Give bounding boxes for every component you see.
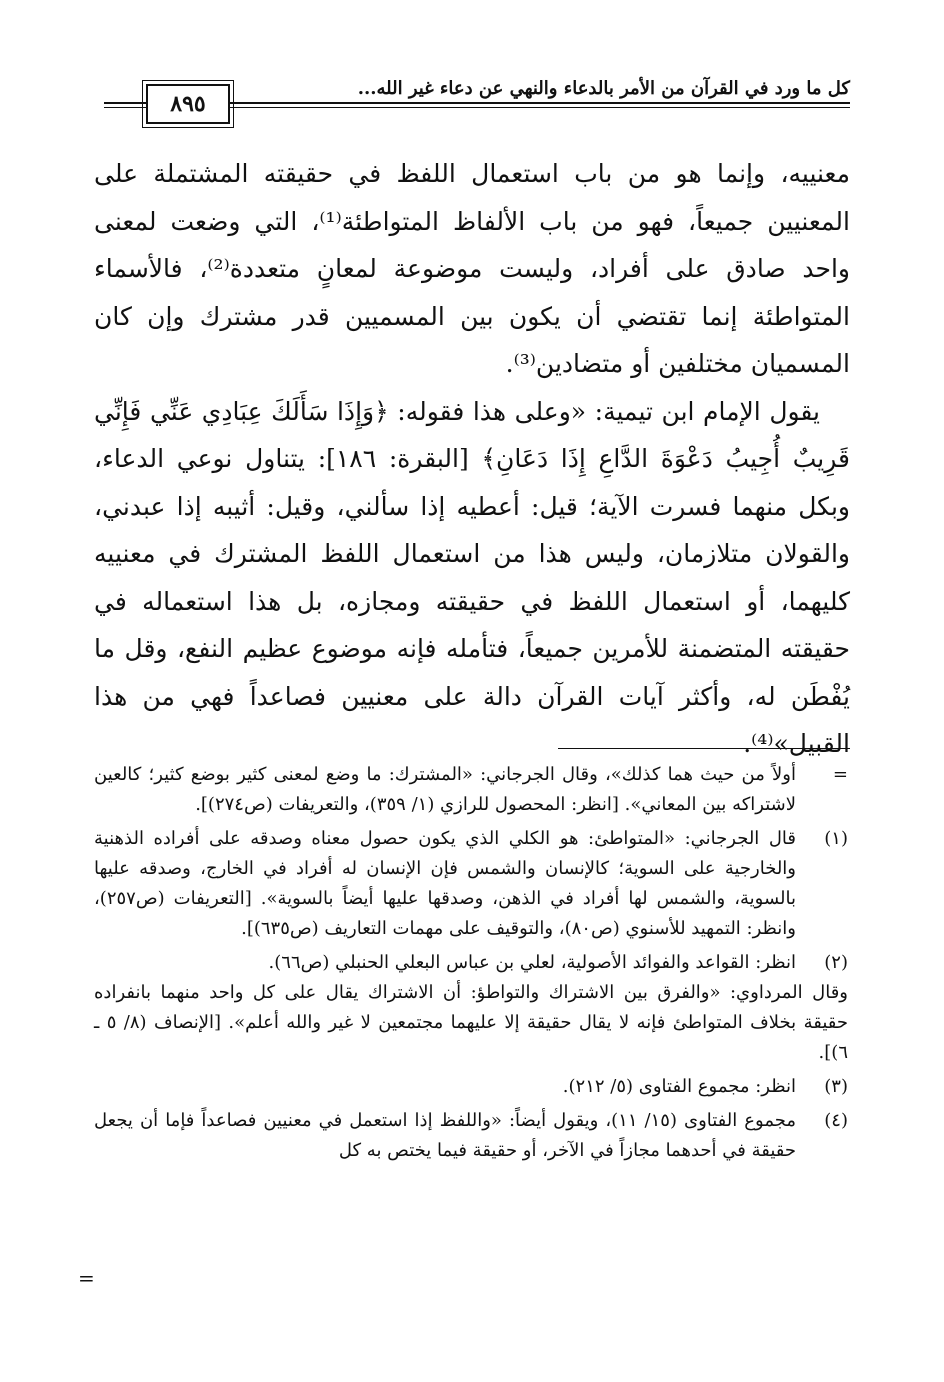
footnote-1 xyxy=(94,824,848,944)
footnote-text: أولاً من حيث هما كذلك»، وقال الجرجاني: «المشترك: ما وضع لمعنى كثير بوضع كثير؛ كالعين لاشتراكه بين المعاني». [انظر: المحصول للرازي (١/ ٣٥٩)، والتعريفات (ص٢٧٤)]. xyxy=(94,764,796,815)
footnote-continuation xyxy=(94,760,848,820)
footnote-text: انظر: القواعد والفوائد الأصولية، لعلي بن عباس البعلي الحنبلي (ص٦٦). xyxy=(268,952,796,973)
paragraph-2: يقول الإمام ابن تيمية: «وعلى هذا فقوله: ﴿وَإِذَا سَأَلَكَ عِبَادِي عَنِّي فَإِنِّي قَرِيبٌ أُجِيبُ دَعْوَةَ الدَّاعِ إِذَا دَعَانِ﴾ [البقرة: ١٨٦]: يتناول نوعي الدعاء، وبكل منهما فسرت الآية؛ قيل: أعطيه إذا سألني، وقيل: أثيبه إذا عبدني، والقولان متلازمان، وليس هذا من استعمال اللفظ المشترك في معنييه كليهما، أو استعمال اللفظ في حقيقته ومجازه، بل هذا استعماله في حقيقته المتضمنة للأمرين جميعاً، فتأمله فإنه موضوع عظيم النفع، وقل ما يُفْطَن له، وأكثر آيات القرآن دالة على معنيين فصاعداً فهي من هذا القبيل»⁽⁴⁾. xyxy=(94,396,850,758)
footnote-marker: (٢) xyxy=(824,952,848,973)
footnotes-separator xyxy=(558,748,850,749)
footnote-4 xyxy=(94,1106,848,1166)
footnote-marker: = xyxy=(832,764,848,785)
page-header xyxy=(104,72,850,136)
footnote-marker: (١) xyxy=(824,828,848,849)
footnote-text-extra: وقال المرداوي: «والفرق بين الاشتراك والتواطؤ: أن الاشتراك يقال على كل واحد منهما بانفراده حقيقة بخلاف المتواطئ فإنه لا يقال حقيقة إلا عليهما مجتمعين لا غير والله أعلم». [الإنصاف (٨/ ٥ ـ ٦)]. xyxy=(94,982,848,1063)
footnote-text: مجموع الفتاوى (١٥/ ١١)، ويقول أيضاً: «واللفظ إذا استعمل في معنيين فصاعداً فإما أن يجعل حقيقة في أحدهما مجازاً في الآخر، أو حقيقة فيما يختص به كل xyxy=(94,1110,796,1161)
continuation-marker: = xyxy=(78,1266,95,1290)
footnote-2 xyxy=(94,948,848,1068)
footnotes xyxy=(94,760,848,1170)
footnote-marker: (٣) xyxy=(824,1076,848,1097)
paragraph-1: معنييه، وإنما هو من باب استعمال اللفظ في حقيقته المشتملة على المعنيين جميعاً، فهو من باب الألفاظ المتواطئة⁽¹⁾، التي وضعت لمعنى واحد صادق على أفراد، وليست موضوعة لمعانٍ متعددة⁽²⁾، فالأسماء المتواطئة إنما تقتضي أن يكون بين المسميين قدر مشترك وإن كان المسميان مختلفين أو متضادين⁽³⁾. xyxy=(94,159,850,378)
running-title: كل ما ورد في القرآن من الأمر بالدعاء والنهي عن دعاء غير الله... xyxy=(357,78,850,99)
page-number: ٨٩٥ xyxy=(146,84,230,124)
main-text xyxy=(94,150,850,768)
footnote-marker: (٤) xyxy=(824,1110,848,1131)
footnote-3 xyxy=(94,1072,848,1102)
footnote-text: قال الجرجاني: «المتواطئ: هو الكلي الذي يكون حصول معناه وصدقه على أفراده الذهنية والخارجية على السوية؛ كالإنسان والشمس فإن الإنسان له أفراد في الخارج، وصدقه عليها بالسوية، والشمس لها أفراد في الذهن، وصدقها عليها أيضاً بالسوية». [التعريفات (ص٢٥٧)، وانظر: التمهيد للأسنوي (ص٨٠)، والتوقيف على مهمات التعاريف (ص٦٣٥)]. xyxy=(94,828,796,939)
footnote-body xyxy=(94,948,848,1068)
footnote-text: انظر: مجموع الفتاوى (٥/ ٢١٢). xyxy=(562,1076,796,1097)
